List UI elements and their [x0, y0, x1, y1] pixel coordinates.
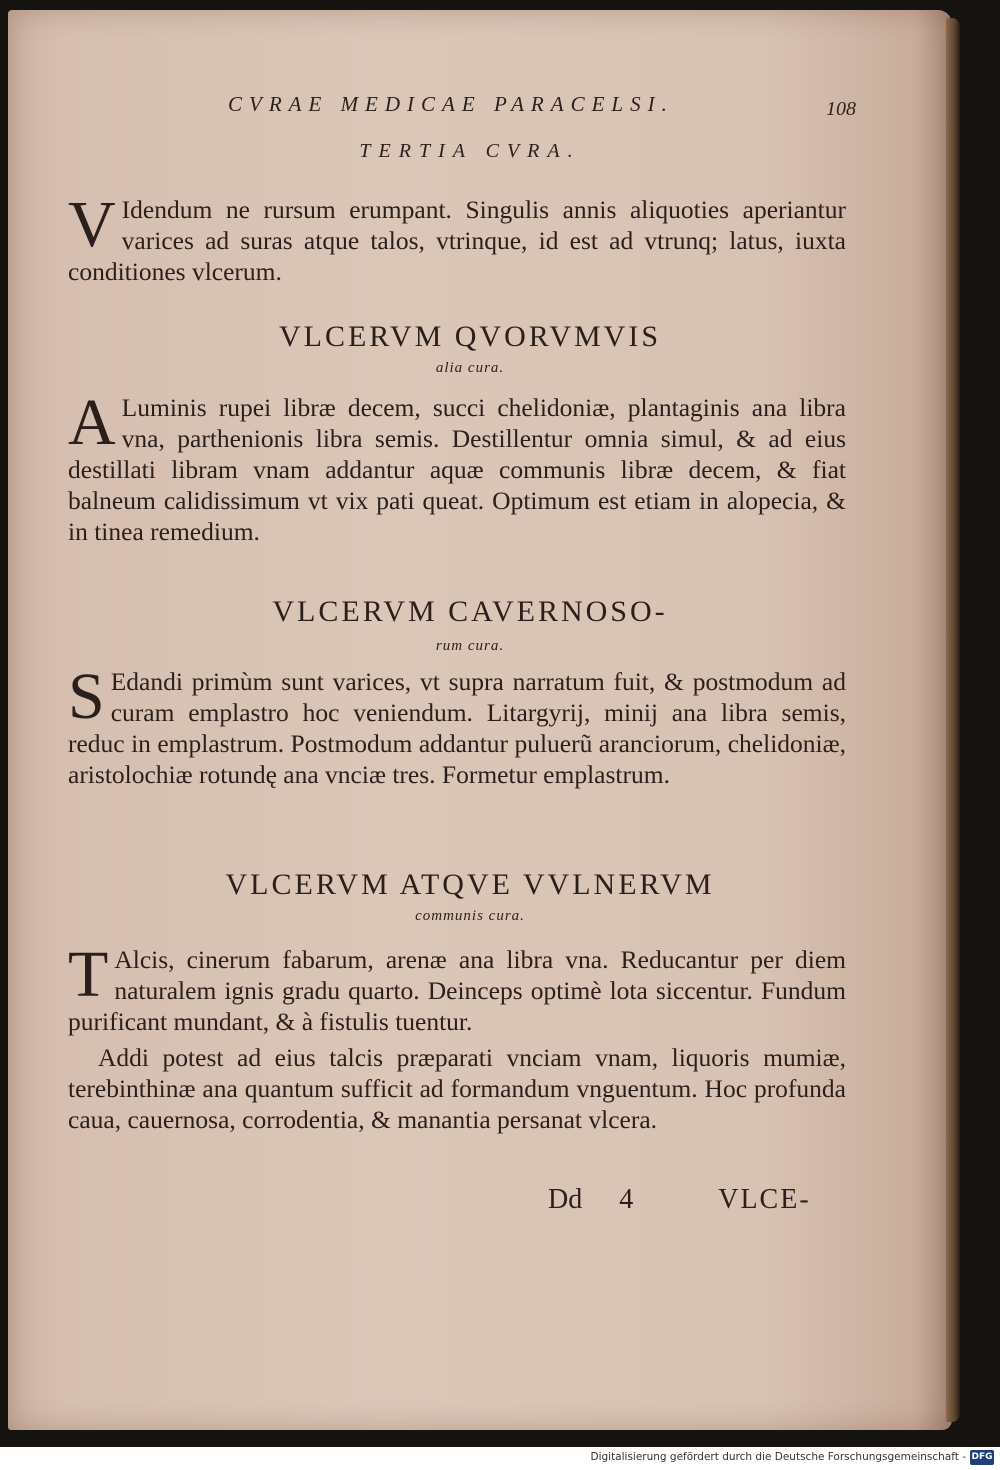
page-number: 108 [826, 98, 856, 120]
section-title: TERTIA CVRA. [359, 140, 581, 162]
paragraph [68, 188, 846, 287]
paragraph: Addi potest ad eius talcis præparati vnciam vnam, liquoris mumiæ, terebinthinæ ana quantum sufficit ad formandum vnguentum. Hoc profunda caua, cauernosa, corrodentia, & manantia persanat vlcera. [68, 1043, 846, 1134]
heading: VLCERVM ATQVE VVLNERVM [225, 868, 715, 901]
signature-mark: Dd [548, 1184, 583, 1215]
heading: VLCERVM CAVERNOSO- [272, 595, 668, 628]
paragraph [68, 938, 846, 1037]
drop-cap: A [68, 386, 116, 459]
drop-cap: T [68, 938, 109, 1011]
paragraph-text: Luminis rupei libræ decem, succi chelidoniæ, plantaginis ana libra vna, parthenionis libra semis. Destillentur omnia simul, & ad eius destillati libram vnam addantur aquæ communis libræ decem, & fiat balneum calidissimum vt vix pati queat. Optimum est etiam in alopecia, & in tinea remedium. [68, 393, 846, 546]
subheading: alia cura. [435, 360, 505, 376]
paragraph [68, 660, 846, 790]
paragraph-text: Alcis, cinerum fabarum, arenæ ana libra vna. Reducantur per diem naturalem ignis gradu quarto. Deinceps optimè lota siccentur. Fundum purificant mundant, & à fistulis tuentur. [68, 945, 846, 1036]
running-head: CVRAE MEDICAE PARACELSI. [228, 92, 674, 116]
paragraph-text: Idendum ne rursum erumpant. Singulis annis aliquoties aperiantur varices ad suras atque talos, vtrinque, id est ad vtrunq; latus, iuxta conditiones vlcerum. [68, 195, 846, 286]
footer-bar [0, 1447, 1000, 1470]
heading: VLCERVM QVORVMVIS [278, 320, 662, 353]
paragraph [68, 386, 846, 547]
subheading: communis cura. [415, 908, 525, 924]
dfg-logo-icon: DFG [970, 1450, 994, 1465]
signature-number: 4 [619, 1184, 634, 1215]
drop-cap: V [68, 188, 116, 261]
paragraph-text: Edandi primùm sunt varices, vt supra narratum fuit, & postmodum ad curam emplastro hoc veniendum. Litargyrij, minij ana libra semis, reduc in emplastrum. Postmodum addantur puluerũ aranciorum, chelidoniæ, aristolochiæ rotundę ana vnciæ tres. Formetur emplastrum. [68, 667, 846, 789]
subheading: rum cura. [435, 638, 505, 654]
signature-line [548, 1184, 811, 1216]
catchword: VLCE- [718, 1184, 811, 1215]
drop-cap: S [68, 660, 105, 733]
footer-credit: Digitalisierung gefördert durch die Deutsche Forschungsgemeinschaft - [590, 1451, 966, 1463]
page-edge [946, 18, 960, 1422]
